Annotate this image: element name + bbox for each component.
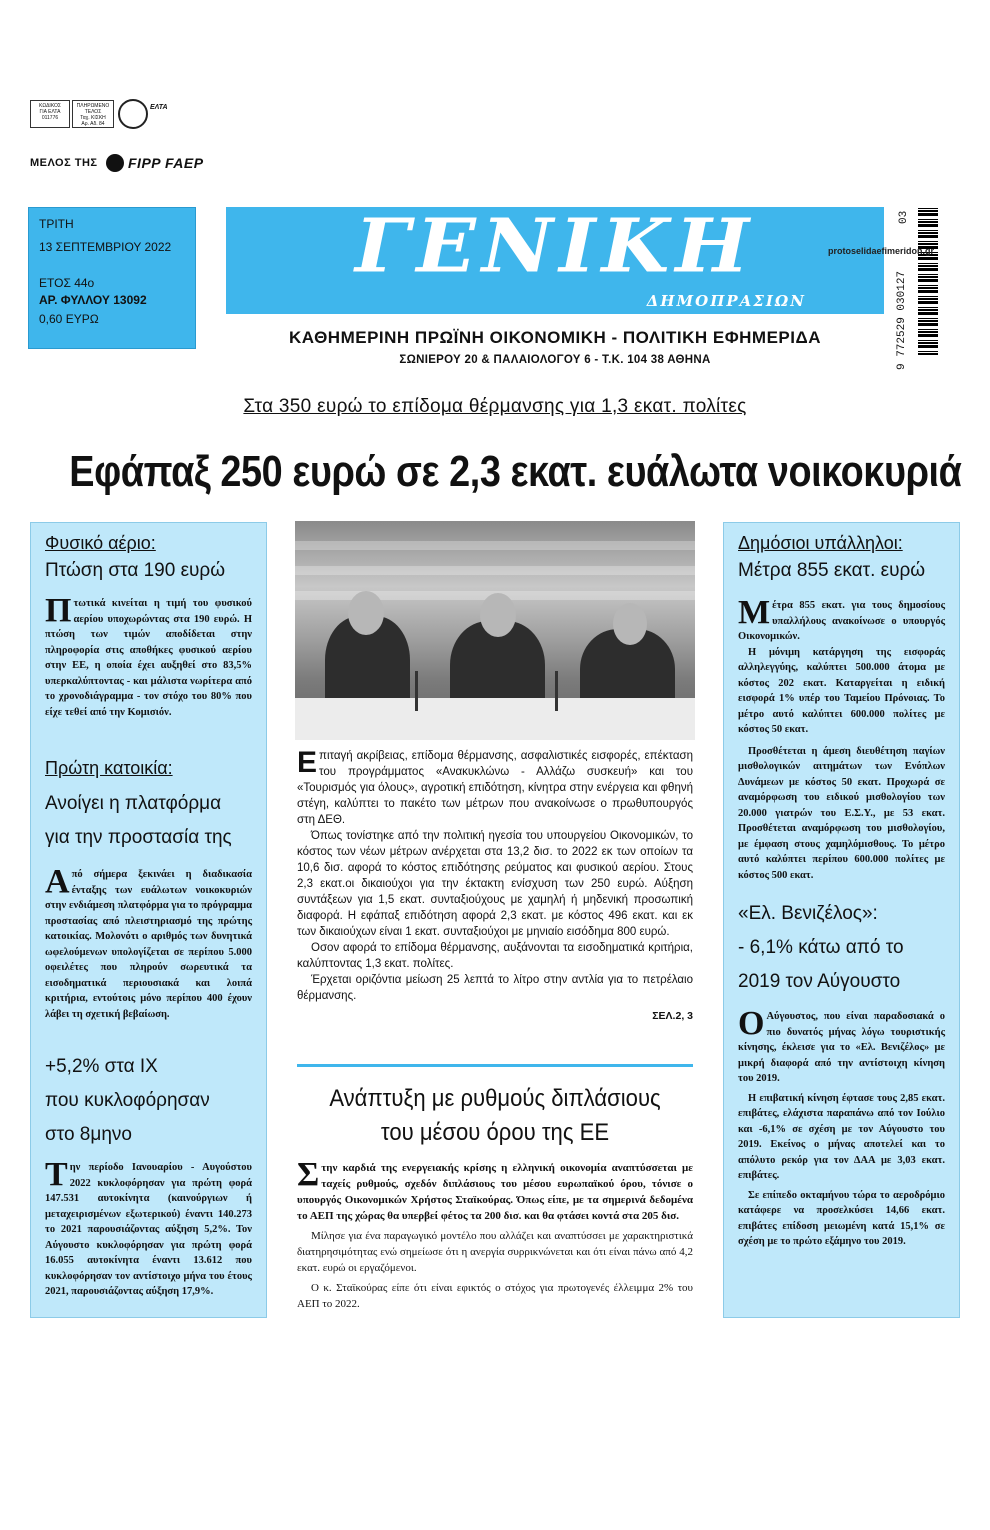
article-paragraph: Οσον αφορά το επίδομα θέρμανσης, αυξάνονται τα εισοδηματικά κριτήρια, καλύπτοντας 1,3 εκατ. πολίτες. [297, 942, 693, 970]
page-reference: ΣΕΛ.2, 3 [652, 1010, 693, 1022]
section-subheading: που κυκλοφόρησαν [45, 1090, 210, 1111]
article-body: Η επιβατική κίνηση έφτασε τους 2,85 εκατ. επιβάτες, ελάχιστα παραπάνω από τον Ιούλιο και -6,1% σε σχέση με τον Αύγουστο του 2019. Εκείνος ο μήνας αποτελεί και το απόλυτο ρεκόρ για τον ΔΑΑ με 3,03 εκατ. επιβάτες. [738, 1092, 945, 1181]
year: ΕΤΟΣ 44ο [39, 276, 95, 290]
right-column [723, 522, 960, 1318]
section-subheading: για την προστασία της [45, 827, 232, 848]
person-head [613, 603, 647, 645]
article-body: Από σήμερα ξεκινάει η διαδικασία ένταξης των ευάλωτων νοικοκυριών στην ενδιάμεση πλατφόρμα για το πρόγραμμα προστασίας από πλειστηριασμό της πρώτης κατοικίας. Μολονότι ο αριθμός των δυνητικά ωφελούμενων υπολογίζεται σε περίπου 5.000 οφειλέτες που πληρούν σωρευτικά τα εισοδηματικά περιουσιακά και λοιπά κριτήρια, εντούτοις μόνο περίπου 400 έχουν λάβει τη σχετική βεβαίωση. [45, 863, 252, 1020]
article-body: Προσθέτεται η άμεση διευθέτηση παγίων μισθολογικών αιτημάτων των Ενόπλων Δυνάμεων με κόστος 50 εκατ. Προχωρά σε αναμόρφωση του ειδικού μισθολογίου των 20.000 γιατρών του Ε.Σ.Υ., με 53 εκατ. Προσθέτεται αναμόρφωση του μισθολογίου, με έμφαση στους χαμηλόμισθους. Το μέτρο αυτό καλύπτει περίπου 600.000 πολίτες με κόστος 500 εκατ. [738, 745, 945, 881]
postage-paid-box: ΠΛΗΡΩΜΕΝΟ ΤΕΛΟΣ Ταχ. ΚΙΣΚΗ Αρ. Αδ. 84 [72, 100, 114, 128]
section-heading: Δημόσιοι υπάλληλοι: [738, 533, 903, 553]
person-head [480, 593, 516, 637]
person-head [348, 591, 384, 635]
section-subheading: Ανοίγει η πλατφόρμα [45, 793, 222, 814]
member-orgs: FIPP FAEP [128, 155, 204, 171]
barcode-icon [918, 207, 938, 355]
section-subheading: Μέτρα 855 εκατ. ευρώ [738, 560, 926, 581]
article-body: Την περίοδο Ιανουαρίου - Αυγούστου 2022 κυκλοφόρησαν για πρώτη φορά 147.531 αυτοκίνητα (καινούργιων ή μεταχειρισμένων εξωτερικού) έναντι 140.273 το 2021 παρουσιάζοντας αύξηση 5,2%. Τον Αύγουστο κυκλοφόρησαν για πρώτη φορά 16.055 αυτοκίνητα έναντι 13.612 που κυκλοφόρησαν τον αντίστοιχο μήνα του έτους 2021, παρουσιάζοντας αύξηση 17,9%. [45, 1156, 252, 1297]
drop-cap: Τ [45, 1156, 68, 1193]
article-title: Ανάπτυξη με ρυθμούς διπλάσιους του μέσου όρου της ΕΕ [329, 1085, 661, 1146]
drop-cap: Σ [297, 1156, 320, 1193]
price: 0,60 ΕΥΡΩ [39, 312, 99, 326]
section-subheading: στο 8μηνο [45, 1124, 132, 1145]
issue-number: ΑΡ. ΦΥΛΛΟΥ 13092 [39, 293, 147, 307]
article-body: Σε επίπεδο οκταμήνου τώρα το αεροδρόμιο κατάφερε να προσελκύσει 14,66 εκατ. επιβάτες επίδοση μειωμένη κατά 15,1% σε σχέση με το πρώτο εξάμηνο του 2019. [738, 1189, 945, 1247]
section-heading: «Ελ. Βενιζέλος»: [738, 903, 878, 924]
section-subheading: Πτώση στα 190 ευρώ [45, 560, 226, 581]
main-article [297, 748, 693, 1024]
drop-cap: Μ [738, 594, 771, 631]
date: 13 ΣΕΠΤΕΜΒΡΙΟΥ 2022 [39, 240, 172, 254]
microphone-icon [555, 671, 558, 711]
website-watermark: protoselidaefimeridon.gr [828, 246, 935, 256]
masthead [226, 203, 884, 314]
barcode-issue: 03 [898, 210, 910, 224]
date-box [28, 207, 196, 349]
barcode-number: 9 772529 030127 [896, 270, 908, 370]
drop-cap: Α [45, 863, 70, 900]
section-heading: Πρώτη κατοικία: [45, 758, 173, 778]
article-paragraph: Στην καρδιά της ενεργειακής κρίσης η ελληνική οικονομία αναπτύσσεται με ταχείς ρυθμούς, σχεδόν διπλάσιους του μέσου ευρωπαϊκού όρου, τόνισε ο υπουργός Οικονομικών Χρήστος Σταϊκούρας. Όπως είπε, με τα σημερινά δεδομένα το ΑΕΠ της χώρας θα υπερβεί φέτος τα 200 δισ. και θα φτάσει κοντά στα 205 δισ. [297, 1156, 693, 1222]
article-paragraph: Επιταγή ακρίβειας, επίδομα θέρμανσης, ασφαλιστικές εισφορές, επέκταση του προγράμματος «Ανακυκλώνω - Αλλάζω συσκευή» και του «Τουρισμός για όλους», αγροτική επιδότηση, κίνητρα στην ενέργεια και φθηνή στέγη, καλύπτει το πακέτο των μέτρων που ανακοίνωσε ο πρωθυπουργός στη ΔΕΘ. [297, 746, 693, 826]
article-body: Μέτρα 855 εκατ. για τους δημοσίους υπαλλήλους ανακοίνωσε ο υπουργός Οικονομικών. [738, 594, 945, 642]
secondary-article [297, 1156, 693, 1312]
elta-logo: ΕΛΤΑ [150, 104, 168, 111]
separator [297, 1064, 693, 1067]
section-subheading: +5,2% στα ΙΧ [45, 1056, 158, 1077]
drop-cap: Π [45, 592, 72, 629]
left-column [30, 522, 267, 1318]
article-paragraph: Μίλησε για ένα παραγωγικό μοντέλο που αλλάζει και αναπτύσσει με χαρακτηριστικά διατηρησιμότητας ενώ σημείωσε ότι η ανεργία συρρικνώνεται και ότι είναι πάνω από 4,2 εκατ. ευρώ οι εργαζόμενοι. [297, 1230, 693, 1274]
day: ΤΡΙΤΗ [39, 217, 74, 231]
article-paragraph: Ο κ. Σταϊκούρας είπε ότι είναι εφικτός ο στόχος για πρωτογενές έλλειμμα 2% του ΑΕΠ το 2022. [297, 1282, 693, 1310]
section-subheading: - 6,1% κάτω από το [738, 937, 904, 958]
drop-cap: Ε [297, 746, 318, 779]
masthead-title: ΓΕΝΙΚΗ [354, 203, 756, 290]
tagline: ΚΑΘΗΜΕΡΙΝΗ ΠΡΩΪΝΗ ΟΙΚΟΝΟΜΙΚΗ - ΠΟΛΙΤΙΚΗ ΕΦΗΜΕΡΙΔΑ [288, 328, 821, 347]
member-logo-icon [106, 154, 124, 172]
table [295, 698, 695, 740]
headline: Εφάπαξ 250 ευρώ σε 2,3 εκατ. ευάλωτα νοικοκυριά [69, 447, 962, 496]
address: ΣΩΝΙΕΡΟΥ 20 & ΠΑΛΑΙΟΛΟΓΟΥ 6 - Τ.Κ. 104 38 ΑΘΗΝΑ [399, 354, 711, 366]
microphone-icon [415, 671, 418, 711]
drop-cap: Ο [738, 1005, 765, 1042]
article-paragraph: Έρχεται οριζόντια μείωση 25 λεπτά το λίτρο στην αντλία για το πετρέλαιο θέρμανσης. [297, 974, 693, 1002]
postal-code-box: ΚΩΔΙΚΟΣ ΓΙΑ ΕΛΤΑ 011776 [30, 100, 70, 128]
article-body: Η μόνιμη κατάργηση της εισφοράς αλληλεγγύης, καλύπτει 500.000 άτομα με κόστος 202 εκατ. Καταργείται η ειδική εισφορά 1% υπέρ του Ταμείου Πρόνοιας. Το μέτρο αυτό καλύπτει 600.000 πολίτες με κόστος 50 εκατ. [738, 646, 945, 735]
article-paragraph: Όπως τονίστηκε από την πολιτική ηγεσία του υπουργείου Οικονομικών, το κόστος των νέων μέτρων ανέρχεται στα 13,2 δισ. το 2022 εκ των οποίων τα 10,6 δισ. αφορά το κόστος επιδότησης ρεύματος και φυσικού αερίου. Στους 2,3 εκατ.οι δικαιούχοι για την έκτακτη ενίσχυση των 250 ευρώ. Αύξηση συντάξεων για 1,5 εκατ. συνταξιούχους με χαμηλή ή μηδενική προσωπική διαφορά. Η εφάπαξ επιδότηση αφορά 2,3 εκατ. με κόστος 496 εκατ. και εκ των δικαιούχων είναι 1 εκατ. συνταξιούχοι με μηνιαίο εισόδημα 800 ευρώ. [297, 830, 693, 938]
article-body: Πτωτικά κινείται η τιμή του φυσικού αερίου υποχωρώντας στα 190 ευρώ. Η πτώση των τιμών αποδίδεται στην πληροφορία στις αποθήκες φυσικού αερίου στην ΕΕ, η οποία έχει αυξηθεί στο 83,5% υπερκαλύπτοντας - και μάλιστα νωρίτερα από το χρονοδιάγραμμα - τον στόχο του 80% που είχε τεθεί από την Κομισιόν. [45, 592, 252, 718]
article-body: Ο Αύγουστος, που είναι παραδοσιακά ο πιο δυνατός μήνας λόγω τουριστικής κίνησης, έκλεισε για το «Ελ. Βενιζέλος» με μικρή διαφορά από την αντίστοιχη κίνηση του 2019. [738, 1005, 945, 1084]
postal-seal-icon [118, 99, 148, 129]
member-label: ΜΕΛΟΣ ΤΗΣ [30, 157, 98, 169]
news-photo [295, 521, 695, 740]
kicker: Στα 350 ευρώ το επίδομα θέρμανσης για 1,3 εκατ. πολίτες [243, 396, 747, 417]
section-subheading: 2019 τον Αύγουστο [738, 971, 901, 992]
masthead-subtitle: ΔΗΜΟΠΡΑΣΙΩΝ [646, 292, 806, 310]
section-heading: Φυσικό αέριο: [45, 533, 156, 553]
